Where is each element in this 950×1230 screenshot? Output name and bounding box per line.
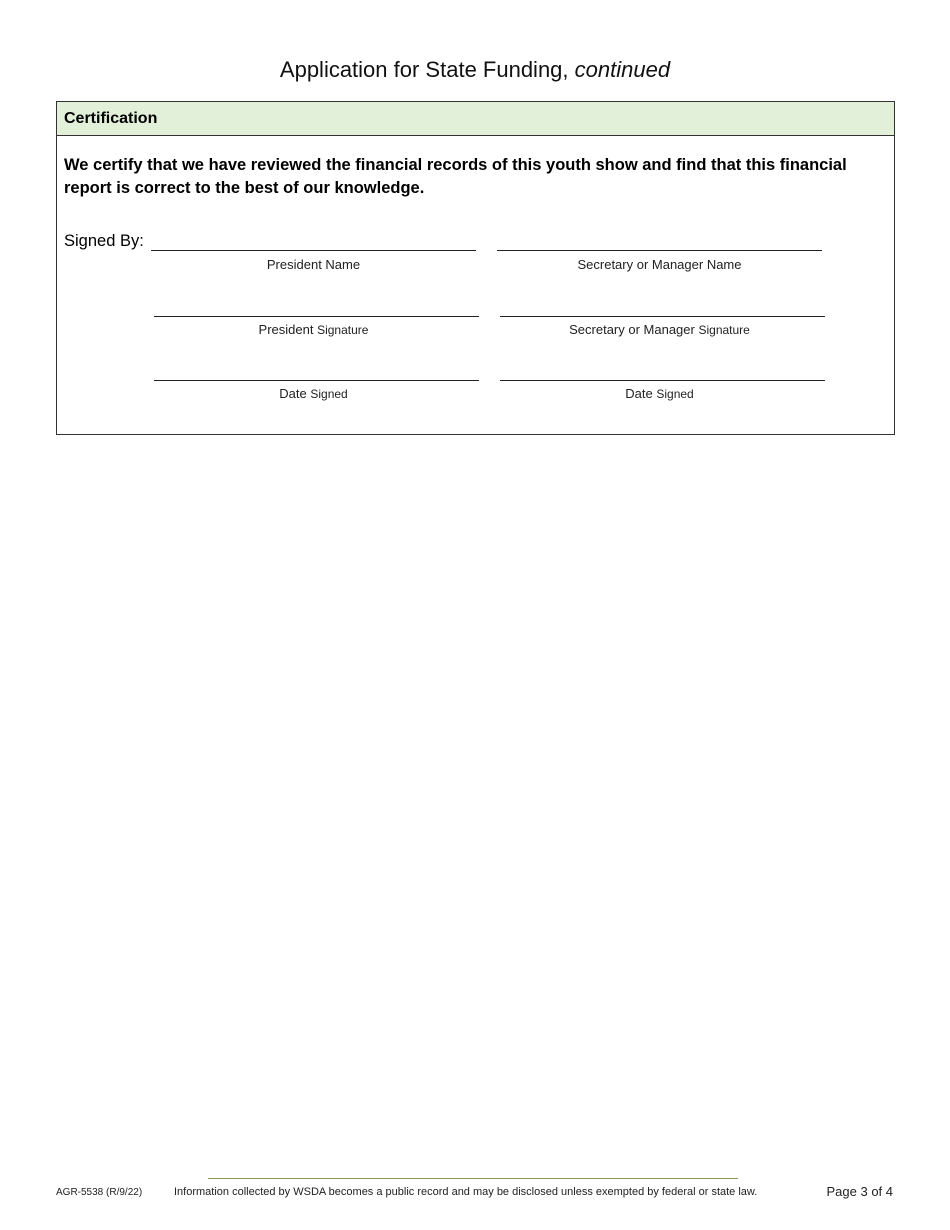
page-title-suffix: continued — [574, 57, 671, 82]
president-signature-caption — [151, 322, 476, 337]
secretary-signature-caption — [497, 322, 822, 337]
secretary-name-caption: Secretary or Manager Name — [577, 257, 742, 272]
president-date-caption-b: Signed — [310, 387, 348, 401]
president-date-caption-a: Date — [279, 386, 307, 401]
form-code: AGR-5538 (R/9/22) — [56, 1187, 143, 1198]
president-date-caption — [151, 386, 476, 401]
footer-divider — [208, 1178, 738, 1179]
president-name-line[interactable] — [151, 250, 476, 251]
certification-heading: Certification — [57, 102, 894, 136]
secretary-name-line[interactable] — [497, 250, 822, 251]
secretary-date-caption-a: Date — [625, 386, 653, 401]
page-title-main: Application for State Funding, — [279, 57, 569, 82]
footer-disclaimer: Information collected by WSDA becomes a public record and may be disclosed unless exempted by federal or state law. — [174, 1186, 758, 1198]
president-signature-caption-a: President — [258, 322, 314, 337]
certification-section — [56, 101, 895, 435]
president-signature-caption-b: Signature — [317, 323, 369, 337]
secretary-date-caption-b: Signed — [656, 387, 694, 401]
secretary-date-caption — [497, 386, 822, 401]
president-signature-line[interactable] — [154, 316, 479, 317]
president-date-line[interactable] — [154, 380, 479, 381]
page-title — [0, 57, 950, 83]
secretary-date-line[interactable] — [500, 380, 825, 381]
secretary-signature-caption-a: Secretary or Manager — [569, 322, 695, 337]
secretary-signature-line[interactable] — [500, 316, 825, 317]
secretary-signature-caption-b: Signature — [698, 323, 750, 337]
certification-statement: We certify that we have reviewed the financial records of this youth show and find that this financial report is correct to the best of our knowledge. — [64, 156, 847, 197]
page-number: Page 3 of 4 — [826, 1184, 893, 1199]
signed-by-label: Signed By: — [64, 232, 144, 250]
president-name-caption: President Name — [266, 257, 361, 272]
